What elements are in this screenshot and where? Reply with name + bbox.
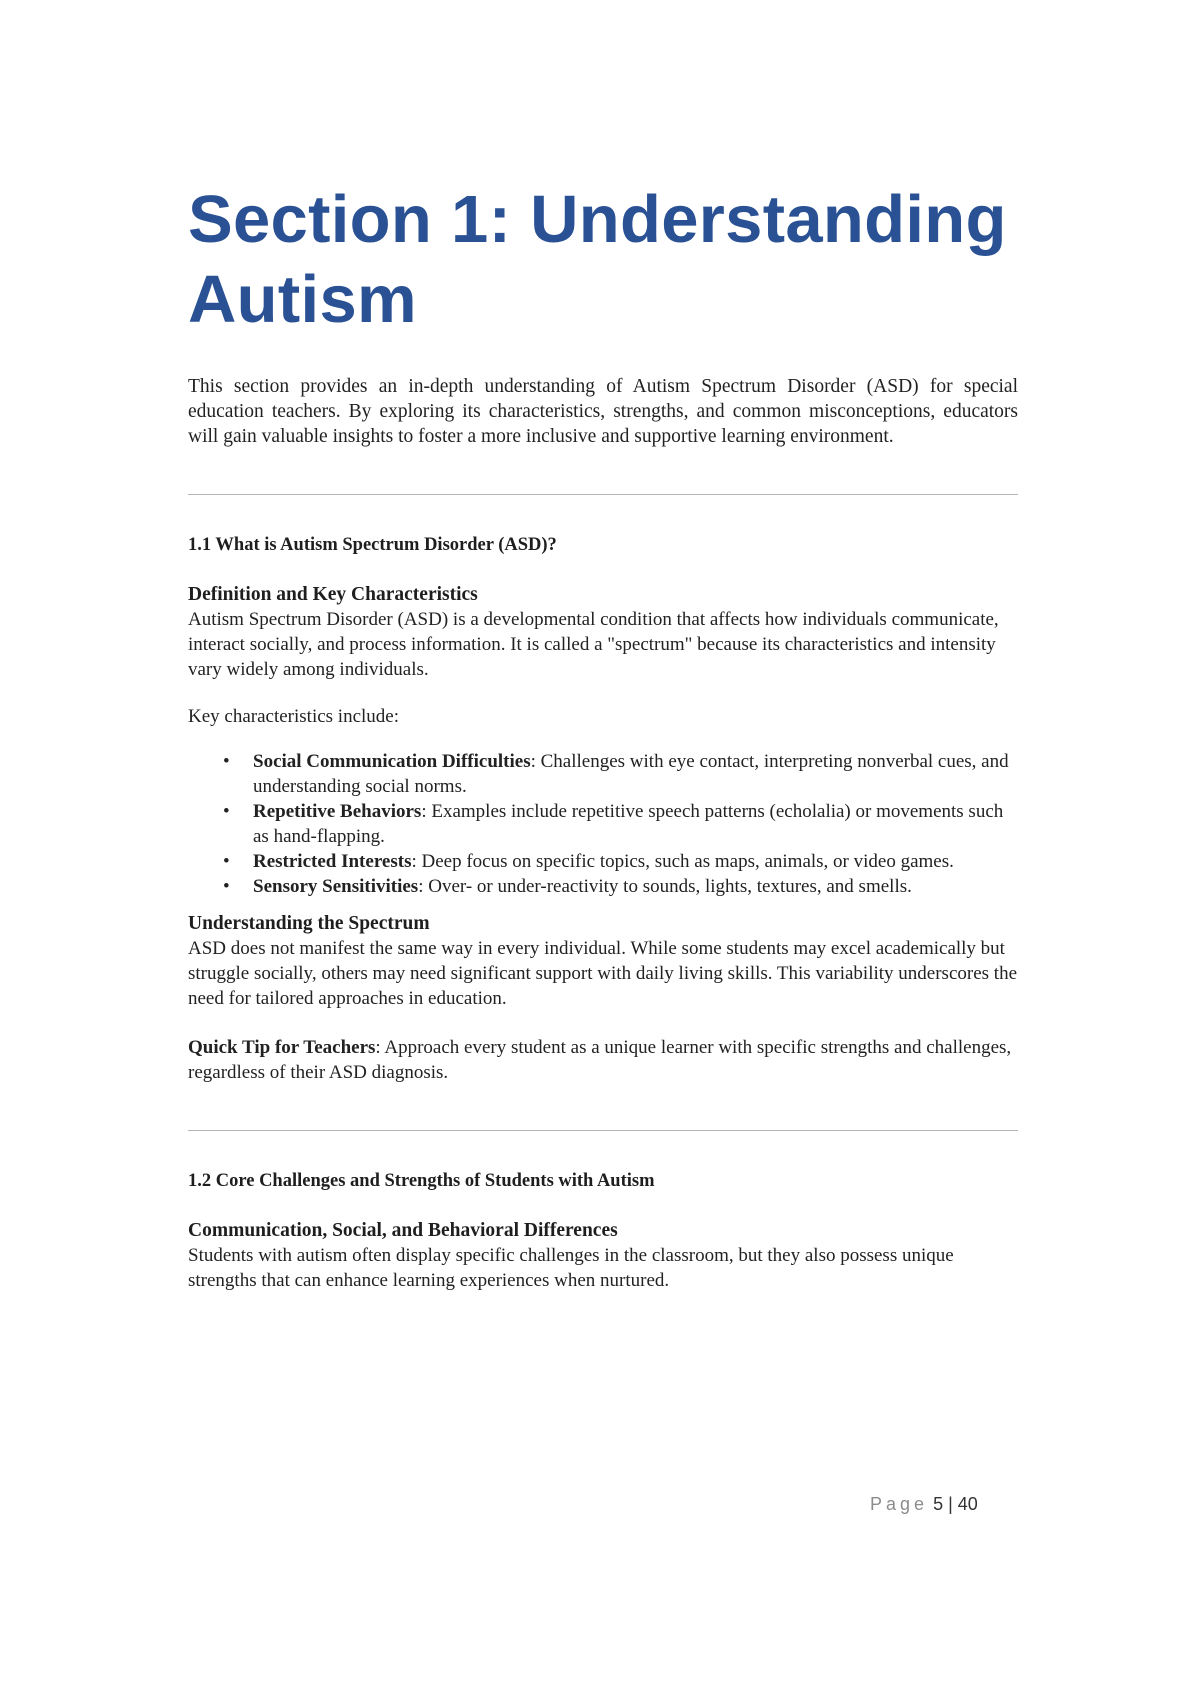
- characteristic-desc: : Challenges with eye contact, interpreting nonverbal cues, and understanding social norms.: [253, 751, 1009, 797]
- list-item: [223, 849, 1018, 874]
- spectrum-heading: Understanding the Spectrum: [188, 913, 430, 934]
- characteristics-list: [188, 749, 1018, 899]
- spectrum-text: ASD does not manifest the same way in every individual. While some students may excel academically but struggle socially, others may need significant support with daily living skills. This variability underscores the need for tailored approaches in education.: [188, 938, 1017, 1009]
- characteristic-term: Restricted Interests: [253, 851, 412, 872]
- divider: [188, 494, 1018, 495]
- section-1-1-heading: 1.1 What is Autism Spectrum Disorder (ASD)?: [188, 535, 557, 555]
- page-number: 5 | 40: [933, 1494, 978, 1514]
- page-footer: [870, 1494, 978, 1515]
- bullet-icon: •: [223, 851, 230, 872]
- differences-heading: Communication, Social, and Behavioral Differences: [188, 1220, 618, 1241]
- list-item: [223, 749, 1018, 799]
- key-characteristics-intro: Key characteristics include:: [188, 706, 400, 727]
- divider: [188, 1130, 1018, 1131]
- bullet-icon: •: [223, 751, 230, 772]
- page-word: Page: [870, 1494, 929, 1514]
- bullet-icon: •: [223, 876, 230, 897]
- teacher-tip: [188, 1035, 1018, 1085]
- list-item: [223, 874, 1018, 899]
- tip-label: Quick Tip for Teachers: [188, 1037, 376, 1058]
- characteristic-term: Sensory Sensitivities: [253, 876, 419, 897]
- characteristic-term: Repetitive Behaviors: [253, 801, 422, 822]
- definition-text: Autism Spectrum Disorder (ASD) is a developmental condition that affects how individuals communicate, interact socially, and process information. It is called a "spectrum" because its characteristics and intensity vary widely among individuals.: [188, 609, 999, 680]
- differences-text: Students with autism often display specific challenges in the classroom, but they also possess unique strengths that can enhance learning experiences when nurtured.: [188, 1245, 954, 1291]
- intro-paragraph: This section provides an in-depth understanding of Autism Spectrum Disorder (ASD) for special education teachers. By exploring its characteristics, strengths, and common misconceptions, educators will gain valuable insights to foster a more inclusive and supportive learning environment.: [188, 376, 1018, 447]
- document-page: [188, 180, 1018, 1293]
- characteristic-term: Social Communication Difficulties: [253, 751, 531, 772]
- characteristic-desc: : Over- or under-reactivity to sounds, lights, textures, and smells.: [418, 876, 912, 897]
- section-title: Section 1: Understanding Autism: [188, 182, 1007, 337]
- bullet-icon: •: [223, 801, 230, 822]
- characteristic-desc: : Deep focus on specific topics, such as maps, animals, or video games.: [411, 851, 954, 872]
- characteristic-desc: : Examples include repetitive speech patterns (echolalia) or movements such as hand-flapping.: [253, 801, 1004, 847]
- definition-heading: Definition and Key Characteristics: [188, 584, 478, 605]
- section-1-2-heading: 1.2 Core Challenges and Strengths of Students with Autism: [188, 1171, 655, 1191]
- tip-text: : Approach every student as a unique learner with specific strengths and challenges, regardless of their ASD diagnosis.: [188, 1037, 1012, 1083]
- list-item: [223, 799, 1018, 849]
